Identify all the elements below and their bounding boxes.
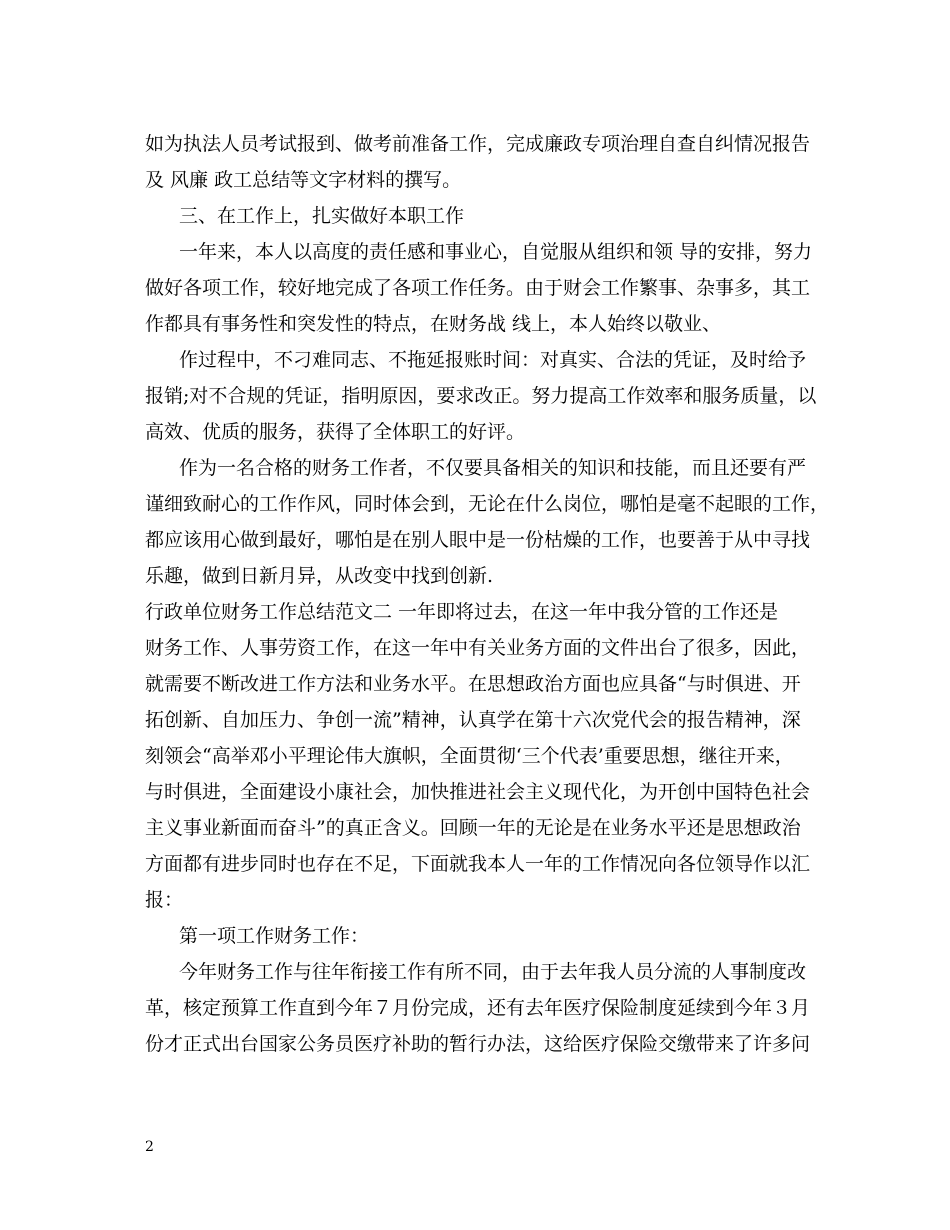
text-line: 谨细致耐心的工作作风，同时体会到，无论在什么岗位，哪怕是毫不起眼的工作， [145,493,830,515]
text-line: 报： [145,889,184,911]
text-line: 及 风廉 政工总结等文字材料的撰写。 [145,169,462,191]
text-line: 今年财务工作与往年衔接工作有所不同，由于去年我人员分流的人事制度改 [179,961,807,983]
text-line: 做好各项工作，较好地完成了各项工作任务。由于财会工作繁事、杂事多，其工 [145,277,811,299]
text-line: 份才正式出台国家公务员医疗补助的暂行办法，这给医疗保险交缴带来了许多问 [145,1033,811,1055]
page-number: 2 [145,1139,154,1155]
text-line: 拓创新、自加压力、争创一流”精神，认真学在第十六次党代会的报告精神，深 [145,709,801,731]
text-line: 如为执法人员考试报到、做考前准备工作，完成廉政专项治理自查自纠情况报告 [145,133,811,155]
text-line: 都应该用心做到最好，哪怕是在别人眼中是一份枯燥的工作，也要善于从中寻找 [145,529,811,551]
text-line: 乐趣，做到日新月异，从改变中找到创新. [145,565,494,587]
text-line: 财务工作、人事劳资工作，在这一年中有关业务方面的文件出台了很多，因此， [145,637,811,659]
text-line: 与时俱进，全面建设小康社会，加快推进社会主义现代化，为开创中国特色社会 [145,781,811,803]
text-line: 刻领会“高举邓小平理论伟大旗帜，全面贯彻‘三个代表’重要思想，继往开来， [145,745,794,767]
text-line: 高效、优质的服务，获得了全体职工的好评。 [145,421,526,443]
section-heading: 三、在工作上，扎实做好本职工作 [179,205,465,227]
text-line: 报销;对不合规的凭证，指明原因，要求改正。努力提高工作效率和服务质量，以 [145,385,817,407]
text-line: 一年来，本人以高度的责任感和事业心，自觉服从组织和领 导的安排，努力 [179,241,813,263]
text-line: 革，核定预算工作直到今年７月份完成，还有去年医疗保险制度延续到今年３月 [145,997,811,1019]
section-heading: 第一项工作财务工作： [179,925,370,947]
text-line: 作过程中，不刁难同志、不拖延报账时间：对真实、合法的凭证，及时给予 [179,349,807,371]
text-line: 主义事业新面而奋斗”的真正含义。回顾一年的无论是在业务水平还是思想政治 [145,817,801,839]
text-line: 就需要不断改进工作方法和业务水平。在思想政治方面也应具备“与时俱进、开 [145,673,801,695]
text-line: 行政单位财务工作总结范文二 一年即将过去，在这一年中我分管的工作还是 [145,601,779,623]
text-line: 方面都有进步同时也存在不足，下面就我本人一年的工作情况向各位领导作以汇 [145,853,811,875]
text-line: 作为一名合格的财务工作者，不仅要具备相关的知识和技能，而且还要有严 [179,457,807,479]
text-line: 作都具有事务性和突发性的特点，在财务战 线上，本人始终以敬业、 [145,313,722,335]
